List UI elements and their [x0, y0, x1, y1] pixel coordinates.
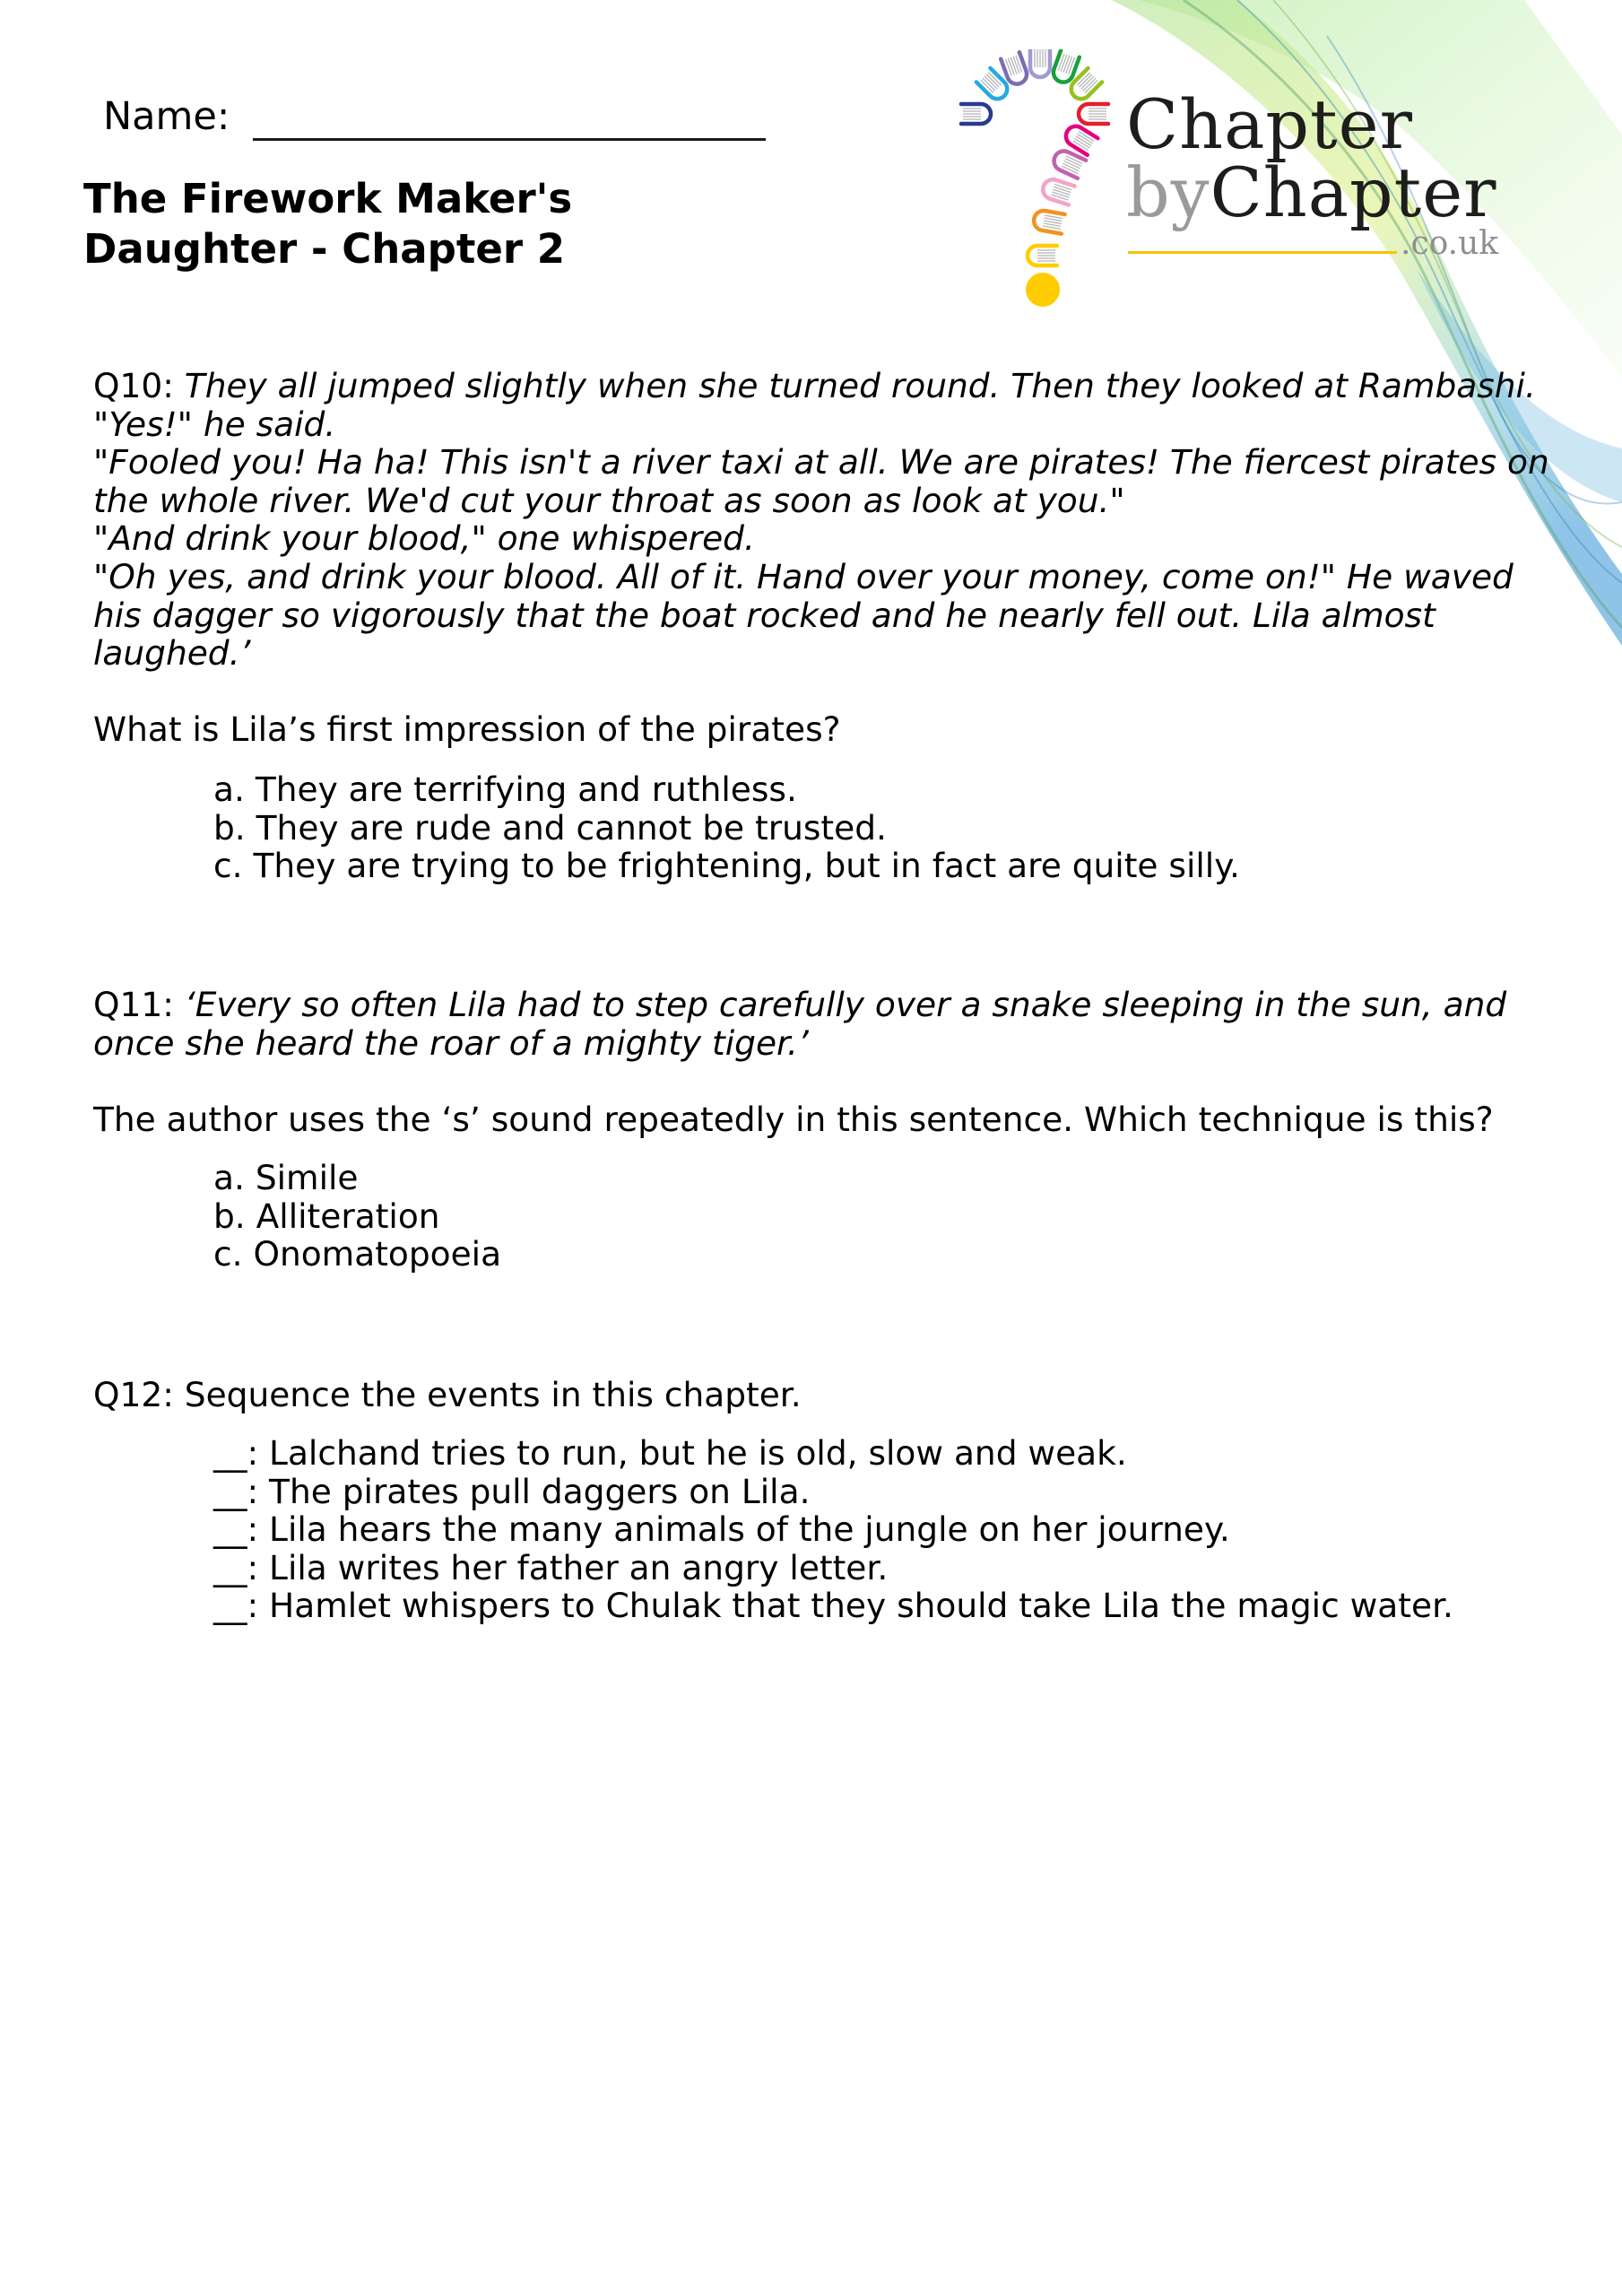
q11-option-b[interactable]: b. Alliteration: [213, 1196, 440, 1236]
logo-book: [1079, 104, 1108, 124]
q10-passage-line: Q10: They all jumped slightly when she turned round. Then they looked at Rambashi.: [93, 366, 1536, 405]
q10-passage-line: "Yes!" he said.: [93, 404, 336, 444]
q12-sequence-item[interactable]: __: Lila hears the many animals of the jungle on her journey.: [213, 1509, 1230, 1550]
worksheet-title: [83, 174, 572, 274]
brand-text-bychapter: [1126, 154, 1497, 231]
question-mark-books-logo-icon: [950, 49, 1130, 309]
brand-text-chapter-2: Chapter: [1210, 152, 1497, 232]
q12-sequence-item[interactable]: __: The pirates pull daggers on Lila.: [213, 1471, 811, 1511]
q10-label: Q10:: [93, 366, 174, 405]
q10-passage-line: his dagger so vigorously that the boat rocked and he nearly fell out. Lila almost: [93, 595, 1436, 635]
q10-question: What is Lila’s first impression of the pirates?: [93, 709, 841, 749]
logo-book: [1040, 177, 1074, 204]
q10-option-c[interactable]: c. They are trying to be frightening, but in fact are quite silly.: [213, 846, 1240, 886]
q10-passage-line: laughed.’: [93, 633, 251, 674]
q12-sequence-item[interactable]: __: Hamlet whispers to Chulak that they should take Lila the magic water.: [213, 1586, 1453, 1626]
logo-book: [961, 104, 991, 124]
q10-passage-line: the whole river. We'd cut your throat as soon as look at you.": [93, 480, 1125, 520]
q12-question: Q12: Sequence the events in this chapter.: [93, 1375, 802, 1414]
q10-passage-line: "Oh yes, and drink your blood. All of it. Hand over your money, come on!" He waved: [93, 557, 1514, 596]
q11-question: The author uses the ‘s’ sound repeatedly in this sentence. Which technique is this?: [93, 1100, 1494, 1139]
q12-sequence-item[interactable]: __: Lila writes her father an angry letter.: [213, 1547, 889, 1587]
logo-book: [1032, 209, 1064, 233]
q11-option-a[interactable]: a. Simile: [213, 1158, 359, 1197]
brand-underline: [1128, 251, 1397, 254]
q10-passage-line: "Fooled you! Ha ha! This isn't a river taxi at all. We are pirates! The fiercest pirates on: [93, 442, 1549, 483]
logo-dot: [1026, 273, 1060, 307]
q10-passage-line: "And drink your blood," one whispered.: [93, 518, 755, 559]
q12-sequence-item[interactable]: __: Lalchand tries to run, but he is old, slow and weak.: [213, 1433, 1127, 1473]
name-input-line[interactable]: [253, 138, 766, 141]
brand-text-by: by: [1126, 152, 1210, 232]
q11-passage-line: once she heard the roar of a mighty tiger.’: [93, 1022, 809, 1063]
q10-option-a[interactable]: a. They are terrifying and ruthless.: [213, 770, 797, 809]
q11-passage-line: Q11: ‘Every so often Lila had to step carefully over a snake sleeping in the sun, and: [93, 985, 1507, 1024]
logo-book: [1030, 49, 1050, 77]
q10-option-b[interactable]: b. They are rude and cannot be trusted.: [213, 807, 887, 848]
brand-text-chapter: Chapter: [1126, 84, 1413, 164]
title-line-2: Daughter - Chapter 2: [83, 225, 566, 273]
q11-option-c[interactable]: c. Onomatopoeia: [213, 1234, 502, 1274]
name-label: Name:: [103, 94, 230, 139]
logo-book: [1028, 246, 1057, 265]
brand-domain: .co.uk: [1401, 225, 1499, 262]
title-line-1: The Firework Maker's: [83, 175, 573, 222]
q11-label: Q11:: [93, 985, 174, 1024]
